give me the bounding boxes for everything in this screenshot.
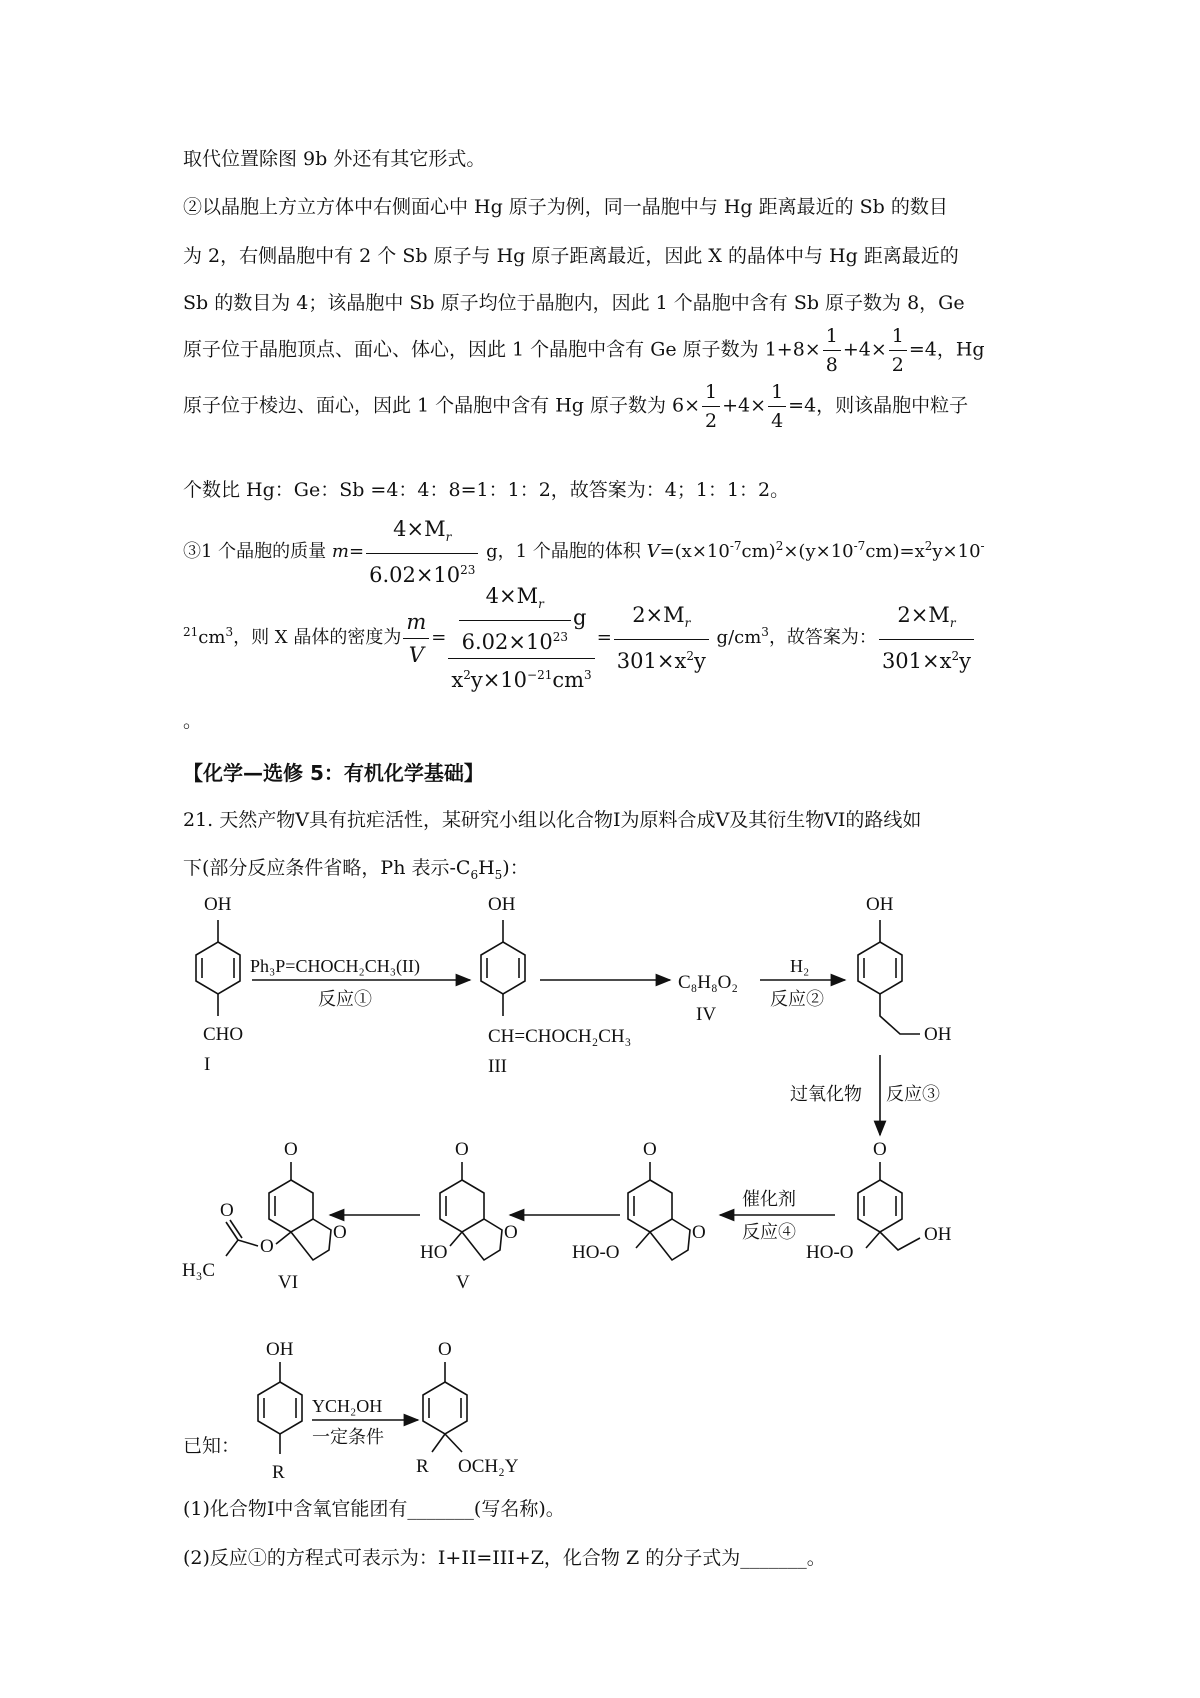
line5-text-a: 原子位于晶胞顶点、面心、体心，因此 1 个晶胞中含有 Ge 原子数为 1+8× [183,338,821,361]
line6-text-b: +4× [722,394,767,417]
reagent-II: Ph₃P=CHOCH₂CH₃(II) [250,956,420,976]
known-product [416,1339,519,1477]
label-compound-III: III [488,1056,507,1077]
ans-den-y: y [959,649,971,674]
sup-3: 3 [761,625,769,640]
label-oh: OH [866,894,894,915]
label-compound-VI: VI [278,1272,299,1293]
frac-den [448,659,594,696]
den-x: x [451,668,464,693]
line6-text-c: =4，则该晶胞中粒子 [788,394,969,417]
frac-den: 8 [825,354,838,376]
q21-l2-a: 下(部分反应条件省略，Ph 表示-C [183,857,471,879]
vol-text-d: cm) [741,541,776,563]
sup-21: 21 [183,625,199,640]
compound-hydroperoxide [806,1139,952,1263]
inner-den-text: 6.02×10 [461,630,553,655]
label-oh: OH [204,894,232,915]
label-reaction-3: 反应③ [886,1084,940,1104]
frac-num: 1 [768,378,786,407]
fraction-m-over-V [403,606,429,671]
label-oh: OH [924,1224,952,1245]
question-21-line-1: 21. 天然产物V具有抗疟活性，某研究小组以化合物I为原料合成V及其衍生物VI的路线如 [183,809,922,831]
frac-den: 2 [891,354,904,376]
label-ring-o: O [504,1222,518,1243]
mass-num-text: 4×M [393,517,446,541]
label-o: O [284,1139,298,1160]
label-oh-chain: OH [924,1024,952,1045]
fraction-density-result [614,599,709,677]
ans-den-text: 301×x [881,649,952,674]
density-unit: g/cm [710,627,762,649]
label-o: O [455,1139,469,1160]
sup-2: 2 [775,539,784,554]
q21-l2-b: H [478,857,495,879]
question-1: (1)化合物I中含氧官能团有_______(写名称)。 [183,1498,565,1520]
vol-text-f: cm)=x [865,541,925,563]
frac-den: V [408,642,424,667]
text-line-6 [183,378,968,435]
label-reaction-4: 反应④ [742,1222,796,1242]
compound-I [196,894,243,1075]
sup-3: 3 [225,625,234,640]
question-2: (2)反应①的方程式可表示为：I+II=III+Z，化合物 Z 的分子式为_______。 [183,1547,826,1569]
label-cho: CHO [203,1024,244,1045]
label-ho: HO [420,1242,448,1263]
frac-num: 1 [823,322,841,351]
sup-3: 3 [584,668,592,683]
sub-r: r [684,616,691,631]
label-compound-V: V [456,1272,470,1293]
sub-6: 6 [470,867,479,882]
frac-num: m [403,606,429,639]
label-reaction-1: 反应① [318,989,372,1009]
mass-text-b: g，1 个晶胞的体积 [480,541,647,563]
frac-num: 1 [889,322,907,351]
synthesis-scheme [0,880,1200,1580]
reagent-h2: H₂ [790,956,810,976]
sup-2: 2 [924,539,933,554]
label-compound-I: I [204,1054,211,1075]
den-cm: cm [552,668,585,693]
inner-num [459,580,571,621]
vol-V: V [646,541,660,563]
label-och2y: OCH₂Y [458,1456,519,1477]
eq-2: = [596,627,612,649]
mass-m: m [331,541,349,563]
label-condition: 一定条件 [312,1427,384,1447]
text-line-4: Sb 的数目为 4；该晶胞中 Sb 原子均位于晶胞内，因此 1 个晶胞中含有 Sb 原子数为 8，Ge [183,292,965,314]
text-line-1: 取代位置除图 9b 外还有其它形式。 [183,148,486,170]
density-cm: cm [198,627,226,649]
label-reaction-2: 反应② [770,989,824,1009]
label-o: O [438,1339,452,1360]
inner-den [459,621,571,658]
unit-g: g [572,605,587,630]
text-line-5 [183,322,985,379]
q21-l2-c: )： [502,857,529,879]
text-line-density [183,580,976,696]
ans-num-text: 2×M [632,603,685,627]
sup-23: 23 [552,630,568,645]
compound-V [420,1139,518,1293]
density-text-b: ，则 X 晶体的密度为 [233,627,402,649]
label-r: R [272,1462,285,1483]
formula-IV: C₈H₈O₂ [678,972,738,993]
frac-den: 4 [771,410,784,432]
text-line-end-period: 。 [183,710,203,732]
frac-num [366,513,478,554]
label-ring-o: O [692,1222,706,1243]
frac-den: 2 [705,410,718,432]
sup-m21: −21 [527,668,553,683]
sub-5: 5 [494,867,503,882]
frac-num [614,599,709,640]
label-h3c: H₃C [182,1260,216,1281]
sup-m7: -7 [853,539,866,554]
line5-text-c: =4，Hg [908,338,985,361]
compound-III [481,894,631,1077]
text-line-7: 个数比 Hg：Ge：Sb =4：4：8=1：1：2，故答案为：4；1：1：2。 [183,479,790,501]
mass-den-text: 6.02×10 [369,563,461,588]
section-heading: 【化学—选修 5：有机化学基础】 [183,761,484,785]
label-oh: OH [488,894,516,915]
density-text-d: ，故答案为： [768,627,877,649]
ans-num-text: 2×M [897,603,950,627]
vol-text-c: =(x×10 [659,541,730,563]
inner-num-text: 4×M [485,584,539,608]
sub-r: r [445,530,452,545]
frac-den [614,640,709,677]
fraction-one-half [702,378,720,435]
text-line-3: 为 2，右侧晶胞中有 2 个 Sb 原子与 Hg 原子距离最近，因此 X 的晶体中与 Hg 距离最近的 [183,245,959,267]
label-compound-IV: IV [696,1004,717,1025]
sup-dash: - [980,539,985,554]
label-o: O [873,1139,887,1160]
label-r: R [416,1456,429,1477]
mass-eq: = [348,541,365,563]
reagent-peroxide: 过氧化物 [790,1084,862,1104]
label-o: O [643,1139,657,1160]
sup-2: 2 [463,668,471,683]
label-substituent: CH=CHOCH₂CH₃ [488,1026,632,1047]
frac-num: 1 [702,378,720,407]
known-reactant [258,1339,302,1483]
vol-text-g: y×10 [932,541,981,563]
reagent-ych2oh: YCH₂OH [312,1396,383,1416]
inner-fraction-mass [459,580,571,658]
den-y: y×10 [470,668,528,693]
mass-text-a: ③1 个晶胞的质量 [183,541,332,563]
text-line-2: ②以晶胞上方立方体中右侧面心中 Hg 原子为例，同一晶胞中与 Hg 距离最近的 Sb 的数目 [183,196,948,218]
fraction-one-half [889,322,907,379]
vol-text-e: ×(y×10 [783,541,854,563]
label-hoo: HO-O [806,1242,854,1263]
compound-VI [182,1139,347,1293]
fraction-one-eighth [823,322,841,379]
label-carbonyl-o: O [220,1200,234,1221]
sup-m7: -7 [729,539,742,554]
fraction-one-quarter [768,378,786,435]
reagent-catalyst: 催化剂 [742,1189,796,1209]
label-ester-o: O [260,1236,274,1257]
compound-bicyclic-peroxide [572,1139,706,1263]
ans-den-text: 301×x [616,649,687,674]
label-oh: OH [266,1339,294,1360]
label-hoo: HO-O [572,1242,620,1263]
line6-text-a: 原子位于棱边、面心，因此 1 个晶胞中含有 Hg 原子数为 6× [183,394,701,417]
fraction-compound [448,580,594,696]
sup-2: 2 [686,649,694,664]
sub-r: r [538,597,544,612]
sup-23: 23 [460,563,476,578]
sup-2: 2 [951,649,960,664]
label-known: 已知： [183,1436,241,1457]
frac-den [879,640,974,677]
sub-r: r [949,616,956,631]
fraction-answer [879,599,974,677]
frac-num [879,599,974,640]
compound-phenol-ethanol [858,894,952,1045]
label-ring-o: O [333,1222,347,1243]
frac-num [448,580,594,659]
eq-1: = [431,627,447,649]
ans-den-y: y [693,649,706,674]
line5-text-b: +4× [842,338,887,361]
